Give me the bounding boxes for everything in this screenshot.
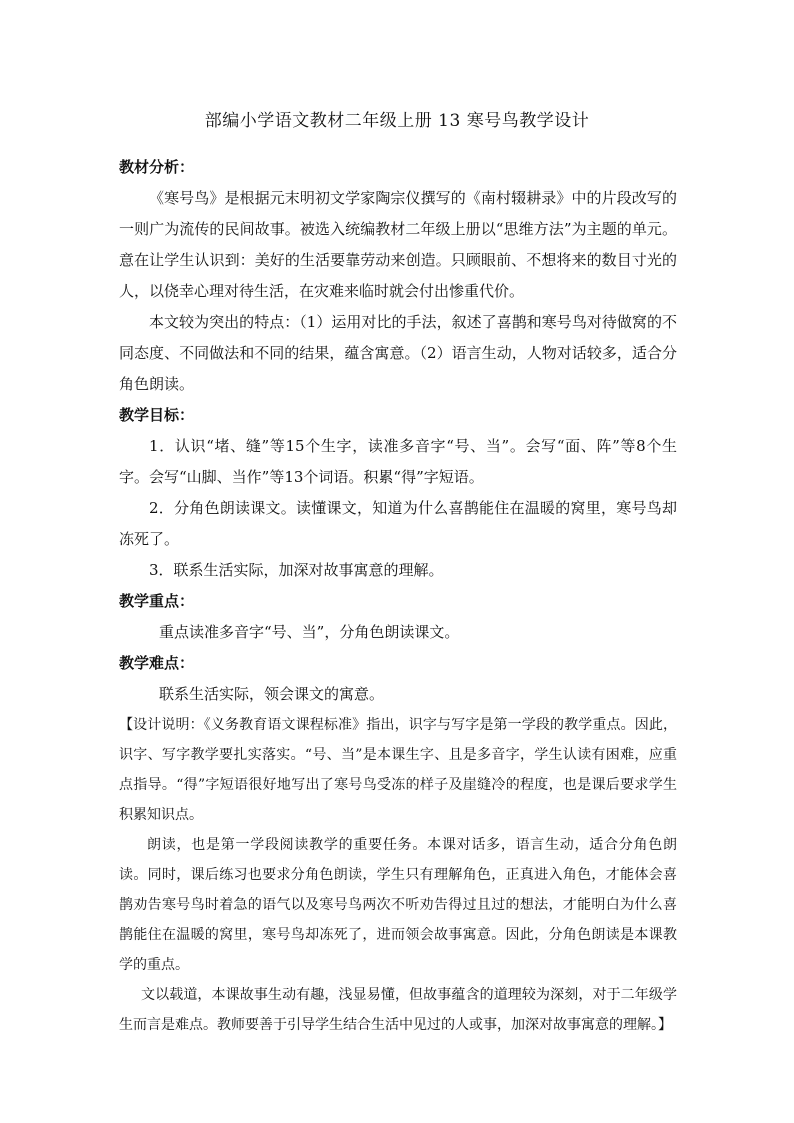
goal-item: 3．联系生活实际，加深对故事寓意的理解。: [149, 561, 444, 579]
section-heading-difficulties: 教学难点：: [119, 654, 195, 672]
design-note-paragraph: 文以载道，本课故事生动有趣，浅显易懂，但故事蕴含的道理较为深刻，对于二年级学生而言是难点。教师要善于引导学生结合生活中见过的人或事，加深对故事寓意的理解。】: [119, 987, 677, 1033]
section-heading-key-points: 教学重点：: [119, 592, 195, 610]
goal-item: 1．认识“堵、缝”等15个生字，读准多音字“号、当”。会写“面、阵”等8个生字。会写“山脚、当作”等13个词语。积累“得”字短语。: [119, 437, 677, 486]
difficulties-text: 联系生活实际，领会课文的寓意。: [159, 685, 385, 703]
page-title: 部编小学语文教材二年级上册 13 寒号鸟教学设计: [204, 111, 590, 131]
analysis-paragraph: 本文较为突出的特点：（1）运用对比的手法，叙述了喜鹊和寒号鸟对待做窝的不同态度、不同做法和不同的结果，蕴含寓意。（2）语言生动，人物对话较多，适合分角色朗读。: [119, 313, 677, 393]
key-points-text: 重点读准多音字“号、当”，分角色朗读课文。: [159, 623, 460, 641]
analysis-paragraph: 《寒号鸟》是根据元末明初文学家陶宗仪撰写的《南村辍耕录》中的片段改写的一则广为流传的民间故事。被选入统编教材二年级上册以“思维方法”为主题的单元。意在让学生认识到：美好的生活要靠劳动来创造。只顾眼前、不想将来的数目寸光的人，以侥幸心理对待生活，在灾难来临时就会付出惨重代价。: [119, 189, 677, 300]
design-note-paragraph: 朗读，也是第一学段阅读教学的重要任务。本课对话多，语言生动，适合分角色朗读。同时，课后练习也要求分角色朗读，学生只有理解角色，正真进入角色，才能体会喜鹊劝告寒号鸟时着急的语气以及寒号鸟两次不听劝告得过且过的想法，才能明白为什么喜鹊能住在温暖的窝里，寒号鸟却冻死了，进而领会故事寓意。因此，分角色朗读是本课教学的重点。: [119, 837, 677, 973]
design-note-paragraph: 【设计说明：《义务教育语文课程标准》指出，识字与写字是第一学段的教学重点。因此，识字、写字教学要扎实落实。“号、当”是本课生字、且是多音字，学生认读有困难，应重点指导。“得”字短语很好地写出了寒号鸟受冻的样子及崖缝冷的程度，也是课后要求学生积累知识点。: [119, 717, 677, 823]
document-body: [119, 152, 677, 1040]
goal-item: 2．分角色朗读课文。读懂课文，知道为什么喜鹊能住在温暖的窝里，寒号鸟却冻死了。: [119, 499, 677, 548]
section-heading-analysis: 教材分析：: [119, 158, 195, 176]
section-heading-goals: 教学目标：: [119, 406, 195, 424]
